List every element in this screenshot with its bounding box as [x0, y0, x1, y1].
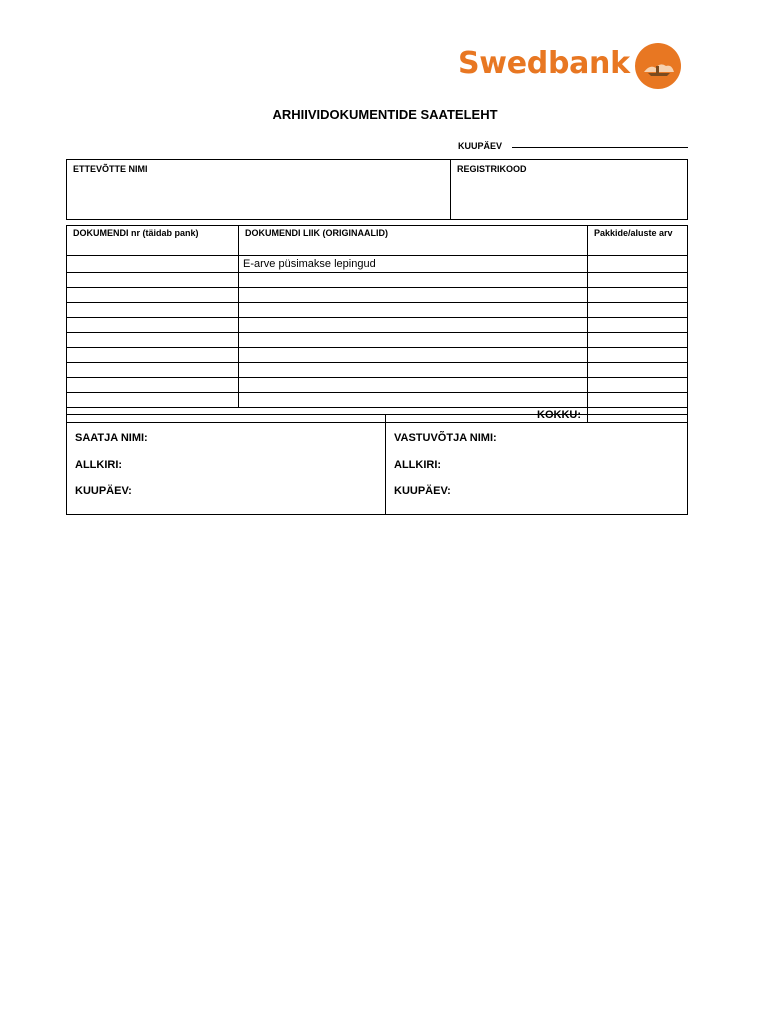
doc-nr-cell[interactable] [67, 256, 239, 273]
count-cell[interactable] [588, 318, 688, 333]
table-row [67, 318, 688, 333]
sender-signature-label: ALLKIRI: [75, 459, 123, 471]
doc-type-cell[interactable]: E-arve püsimakse lepingud [239, 256, 588, 273]
receiver-signature-label: ALLKIRI: [394, 459, 442, 471]
table-row [67, 333, 688, 348]
doc-type-cell[interactable] [239, 348, 588, 363]
doc-type-cell[interactable] [239, 273, 588, 288]
sender-date-label: KUUPÄEV: [75, 485, 132, 497]
date-field[interactable] [512, 147, 688, 148]
receiver-date-label: KUUPÄEV: [394, 485, 451, 497]
doc-nr-cell[interactable] [67, 273, 239, 288]
doc-type-cell[interactable] [239, 333, 588, 348]
doc-nr-cell[interactable] [67, 363, 239, 378]
doc-type-cell[interactable] [239, 318, 588, 333]
doc-type-cell[interactable] [239, 303, 588, 318]
company-name-label: ETTEVÕTTE NIMI [73, 164, 148, 174]
count-cell[interactable] [588, 303, 688, 318]
documents-table [66, 225, 688, 423]
doc-type-cell[interactable] [239, 378, 588, 393]
table-row [67, 348, 688, 363]
count-cell[interactable] [588, 348, 688, 363]
column-header-count: Pakkide/aluste arv [588, 226, 688, 256]
table-row [67, 303, 688, 318]
oak-tree-icon [634, 42, 682, 90]
table-row [67, 378, 688, 393]
table-row [67, 288, 688, 303]
doc-nr-cell[interactable] [67, 348, 239, 363]
date-label: KUUPÄEV [458, 141, 503, 151]
form-title: ARHIIVIDOKUMENTIDE SAATELEHT [272, 107, 498, 122]
doc-nr-cell[interactable] [67, 378, 239, 393]
sender-name-label: SAATJA NIMI: [75, 432, 148, 444]
total-label: KOKKU: [67, 408, 588, 423]
receiver-name-label: VASTUVÕTJA NIMI: [394, 432, 497, 444]
doc-type-cell[interactable] [239, 393, 588, 408]
table-row [67, 256, 688, 273]
count-cell[interactable] [588, 363, 688, 378]
table-row [67, 363, 688, 378]
table-row [67, 273, 688, 288]
count-cell[interactable] [588, 256, 688, 273]
registry-code-field[interactable] [451, 160, 688, 220]
count-cell[interactable] [588, 393, 688, 408]
count-cell[interactable] [588, 288, 688, 303]
swedbank-logo [458, 42, 684, 92]
logo-wordmark: Swedbank [458, 46, 630, 81]
doc-type-cell[interactable] [239, 363, 588, 378]
company-table [66, 159, 688, 220]
registry-code-label: REGISTRIKOOD [457, 164, 527, 174]
table-row [67, 393, 688, 408]
count-cell[interactable] [588, 333, 688, 348]
column-header-doc-type: DOKUMENDI LIIK (ORIGINAALID) [239, 226, 588, 256]
count-cell[interactable] [588, 273, 688, 288]
doc-nr-cell[interactable] [67, 303, 239, 318]
signature-table [66, 414, 688, 515]
doc-nr-cell[interactable] [67, 393, 239, 408]
doc-nr-cell[interactable] [67, 333, 239, 348]
sender-block [67, 415, 386, 515]
count-cell[interactable] [588, 378, 688, 393]
receiver-block [386, 415, 688, 515]
company-name-field[interactable] [67, 160, 451, 220]
doc-nr-cell[interactable] [67, 318, 239, 333]
column-header-doc-nr: DOKUMENDI nr (täidab pank) [67, 226, 239, 256]
doc-nr-cell[interactable] [67, 288, 239, 303]
table-header-row [67, 226, 688, 256]
doc-type-cell[interactable] [239, 288, 588, 303]
